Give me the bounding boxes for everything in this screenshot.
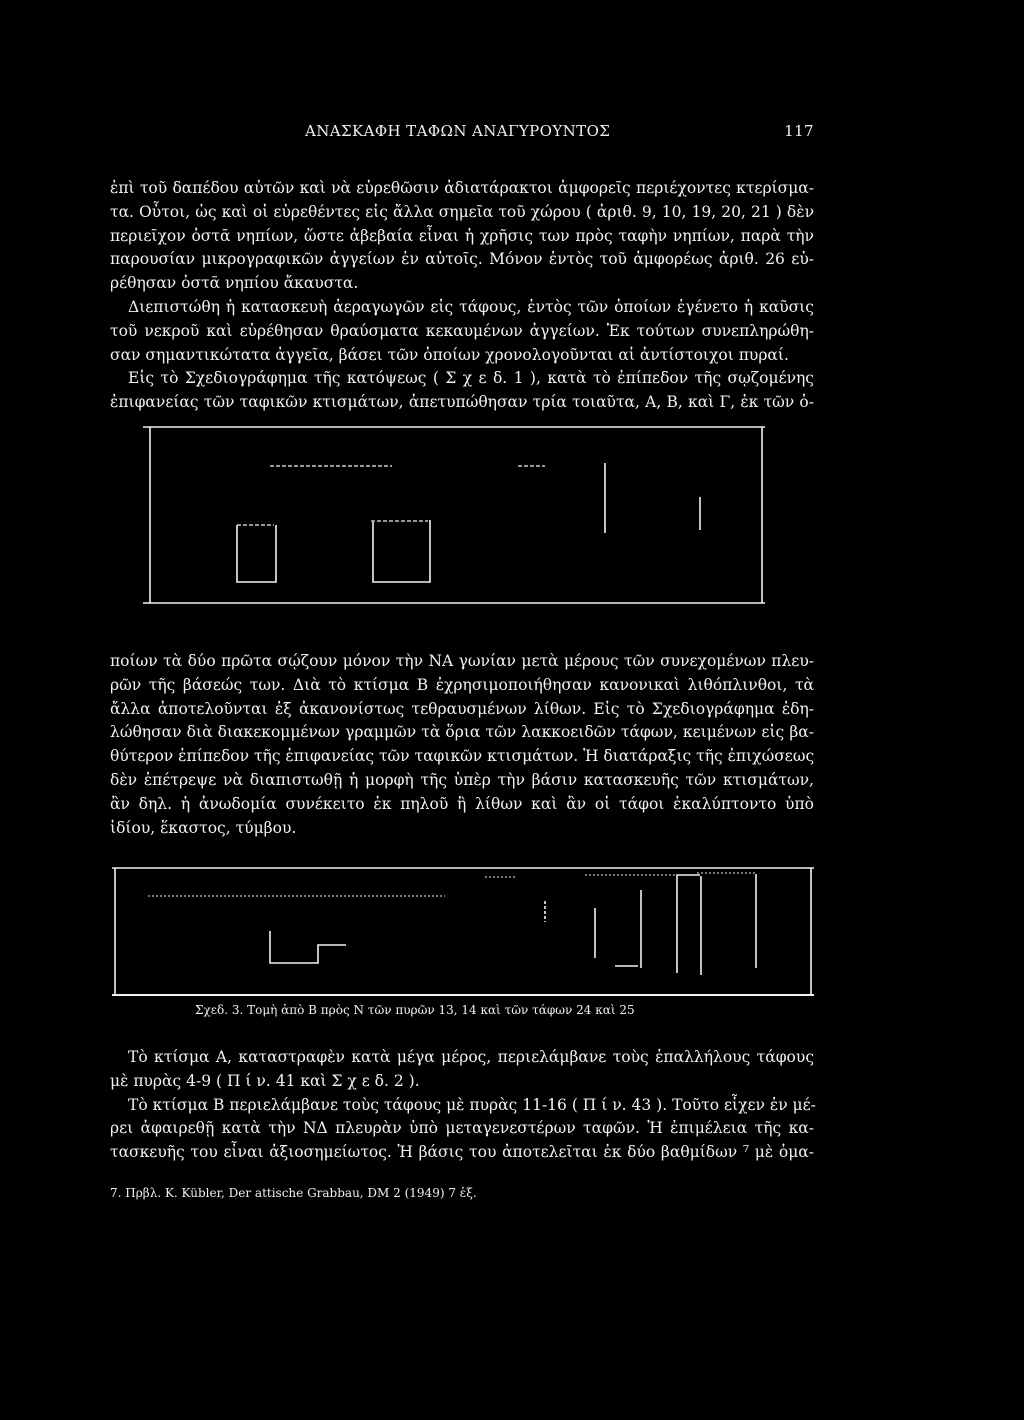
text-line: ρει ἀφαιρεθῇ κατὰ τὴν ΝΔ πλευρὰν ὑπὸ μεταγενεστέρων ταφῶν. Ἡ ἐπιμέλεια τῆς κα-	[110, 1119, 814, 1138]
text-line: τοῦ νεκροῦ καὶ εὑρέθησαν θραύσματα κεκαυμένων ἀγγείων. Ἐκ τούτων συνεπληρώθη-	[110, 321, 814, 340]
text-line: ποίων τὰ δύο πρῶτα σῴζουν μόνον τὴν ΝΑ γωνίαν μετὰ μέρους τῶν συνεχομένων πλευ-	[110, 652, 814, 670]
text-line: Διεπιστώθη ἡ κατασκευὴ ἀεραγωγῶν εἰς τάφους, ἐντὸς τῶν ὁποίων ἐγένετο ἡ καῦσις	[128, 297, 814, 316]
paragraph-1	[110, 177, 814, 415]
text-line: τασκευῆς του εἶναι ἀξιοσημείωτος. Ἡ βάσις του ἀποτελεῖται ἐκ δύο βαθμίδων ⁷ μὲ ὁμα-	[110, 1143, 814, 1162]
pit-outline	[270, 931, 346, 963]
text-line: ρῶν τῆς βάσεώς των. Διὰ τὸ κτίσμα Β ἐχρησιμοποιήθησαν κανονικαὶ λιθόπλινθοι, τὰ	[110, 675, 814, 694]
text-line: θύτερον ἐπίπεδον τῆς ἐπιφανείας τῶν ταφικῶν κτισμάτων. Ἡ διατάραξις τῆς ἐπιχώσεως	[110, 747, 815, 766]
text-line: Εἰς τὸ Σχεδιογράφημα τῆς κατόψεως ( Σ χ ε δ. 1 ), κατὰ τὸ ἐπίπεδον τῆς σῳζομένης	[128, 369, 814, 388]
structure-b-walls	[373, 520, 430, 582]
structure-a-walls	[237, 525, 276, 582]
text-line: περιεῖχον ὀστᾶ νηπίων, ὥστε ἀβεβαία εἶναι ἡ χρῆσις των πρὸς ταφὴν νηπίων, παρὰ τὴν	[110, 226, 814, 245]
text-line: Τὸ κτίσμα Β περιελάμβανε τοὺς τάφους μὲ πυρὰς 11-16 ( Π ί ν. 43 ). Τοῦτο εἶχεν ἐν μέ-	[128, 1095, 816, 1114]
header-title: ΑΝΑΣΚΑΦΗ ΤΑΦΩΝ ΑΝΑΓΥΡΟΥΝΤΟΣ	[305, 122, 611, 140]
text-line: μὲ πυρὰς 4-9 ( Π ί ν. 41 καὶ Σ χ ε δ. 2 ).	[110, 1071, 420, 1090]
text-line: δὲν ἐπέτρεψε νὰ διαπιστωθῇ ἡ μορφὴ τῆς ὑπὲρ τὴν βάσιν κατασκευῆς τῶν κτισμάτων,	[110, 770, 814, 789]
text-line: τα. Οὗτοι, ὡς καὶ οἱ εὑρεθέντες εἰς ἄλλα σημεῖα τοῦ χώρου ( ἀριθ. 9, 10, 19, 20, 21 ) δὲν	[110, 202, 814, 221]
page-number: 117	[784, 122, 814, 140]
text-line: λώθησαν διὰ διακεκομμένων γραμμῶν τὰ ὅρια τῶν λακκοειδῶν τάφων, κειμένων εἰς βα-	[110, 723, 814, 742]
text-line: Τὸ κτίσμα Α, καταστραφὲν κατὰ μέγα μέρος, περιελάμβανε τοὺς ἐπαλλήλους τάφους	[128, 1048, 814, 1066]
footnote: 7. Πρβλ. K. Kübler, Der attische Grabbau, DM 2 (1949) 7 ἑξ.	[110, 1186, 477, 1200]
wall-outline	[677, 875, 700, 973]
paragraph-3	[110, 1046, 814, 1165]
text-line: ἂν δηλ. ἡ ἀνωδομία συνέκειτο ἐκ πηλοῦ ἢ λίθων καὶ ἂν οἱ τάφοι ἐκαλύπτοντο ὑπὸ	[110, 794, 814, 813]
text-line: σαν σημαντικώτατα ἀγγεῖα, βάσει τῶν ὁποίων χρονολογοῦνται αἱ ἀντίστοιχοι πυραί.	[110, 345, 789, 364]
text-line: ἄλλα ἀποτελοῦνται ἐξ ἀκανονίστως τεθραυσμένων λίθων. Εἰς τὸ Σχεδιογράφημα ἐδη-	[110, 699, 814, 718]
text-line: ἐπιφανείας τῶν ταφικῶν κτισμάτων, ἀπετυπώθησαν τρία τοιαῦτα, Α, Β, καὶ Γ, ἐκ τῶν ὁ-	[110, 393, 814, 412]
figure-caption: Σχεδ. 3. Τομὴ ἀπὸ Β πρὸς Ν τῶν πυρῶν 13, 14 καὶ τῶν τάφων 24 καὶ 25	[195, 1003, 635, 1017]
text-line: ἰδίου, ἕκαστος, τύμβου.	[110, 818, 297, 837]
text-line: παρουσίαν μικρογραφικῶν ἀγγείων ἐν αὐτοῖς. Μόνον ἐντὸς τοῦ ἀμφορέως ἀριθ. 26 εὑ-	[110, 250, 814, 269]
text-line: ἐπὶ τοῦ δαπέδου αὐτῶν καὶ νὰ εὑρεθῶσιν ἀδιατάρακτοι ἀμφορεῖς περιέχοντες κτερίσμα-	[110, 179, 814, 197]
paragraph-2	[110, 650, 814, 840]
running-header	[110, 122, 814, 144]
text-line: ρέθησαν ὀστᾶ νηπίου ἄκαυστα.	[110, 274, 359, 293]
